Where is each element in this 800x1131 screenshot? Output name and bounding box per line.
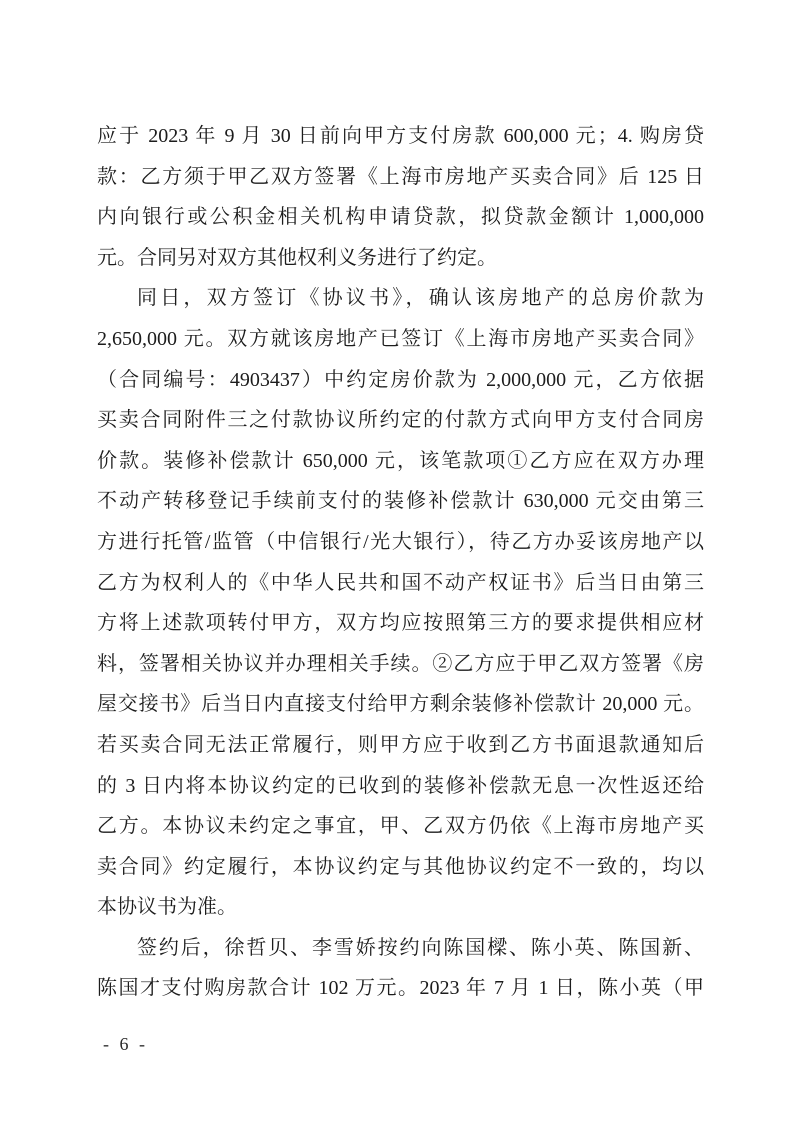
text-line: 陈国才支付购房款合计 102 万元。2023 年 7 月 1 日，陈小英（甲 bbox=[97, 977, 704, 1000]
text-line: 乙方。本协议未约定之事宜，甲、乙双方仍依《上海市房地产买 bbox=[97, 815, 704, 838]
text-line: 卖合同》约定履行，本协议约定与其他协议约定不一致的，均以 bbox=[97, 855, 704, 878]
text-line: 内向银行或公积金相关机构申请贷款，拟贷款金额计 1,000,000 bbox=[97, 206, 704, 229]
text-line: （合同编号：4903437）中约定房价款为 2,000,000 元，乙方依据 bbox=[97, 368, 704, 391]
text-line: 方进行托管/监管（中信银行/光大银行），待乙方办妥该房地产以 bbox=[97, 530, 704, 553]
text-line: 料，签署相关协议并办理相关手续。②乙方应于甲乙双方签署《房 bbox=[97, 652, 704, 675]
text-line: 本协议书为准。 bbox=[97, 896, 237, 919]
page-number: - 6 - bbox=[103, 1034, 148, 1054]
text-line: 买卖合同附件三之付款协议所约定的付款方式向甲方支付合同房 bbox=[97, 409, 704, 432]
text-line: 不动产转移登记手续前支付的装修补偿款计 630,000 元交由第三 bbox=[97, 490, 704, 513]
text-line: 方将上述款项转付甲方，双方均应按照第三方的要求提供相应材 bbox=[97, 612, 704, 635]
text-line: 元。合同另对双方其他权利义务进行了约定。 bbox=[97, 246, 497, 269]
text-line: 签约后，徐哲贝、李雪娇按约向陈国樑、陈小英、陈国新、 bbox=[137, 936, 704, 959]
text-line: 屋交接书》后当日内直接支付给甲方剩余装修补偿款计 20,000 元。 bbox=[97, 693, 704, 716]
text-line: 价款。装修补偿款计 650,000 元，该笔款项①乙方应在双方办理 bbox=[97, 449, 704, 472]
text-line: 同日，双方签订《协议书》，确认该房地产的总房价款为 bbox=[137, 287, 704, 310]
text-line: 款：乙方须于甲乙双方签署《上海市房地产买卖合同》后 125 日 bbox=[97, 165, 704, 188]
text-line: 若买卖合同无法正常履行，则甲方应于收到乙方书面退款通知后 bbox=[97, 733, 704, 756]
text-line: 的 3 日内将本协议约定的已收到的装修补偿款无息一次性返还给 bbox=[97, 774, 704, 797]
text-line: 乙方为权利人的《中华人民共和国不动产权证书》后当日由第三 bbox=[97, 571, 704, 594]
text-line: 2,650,000 元。双方就该房地产已签订《上海市房地产买卖合同》 bbox=[97, 327, 704, 350]
text-line: 应于 2023 年 9 月 30 日前向甲方支付房款 600,000 元；4. 购房贷 bbox=[97, 125, 704, 147]
document-body bbox=[97, 116, 704, 1009]
